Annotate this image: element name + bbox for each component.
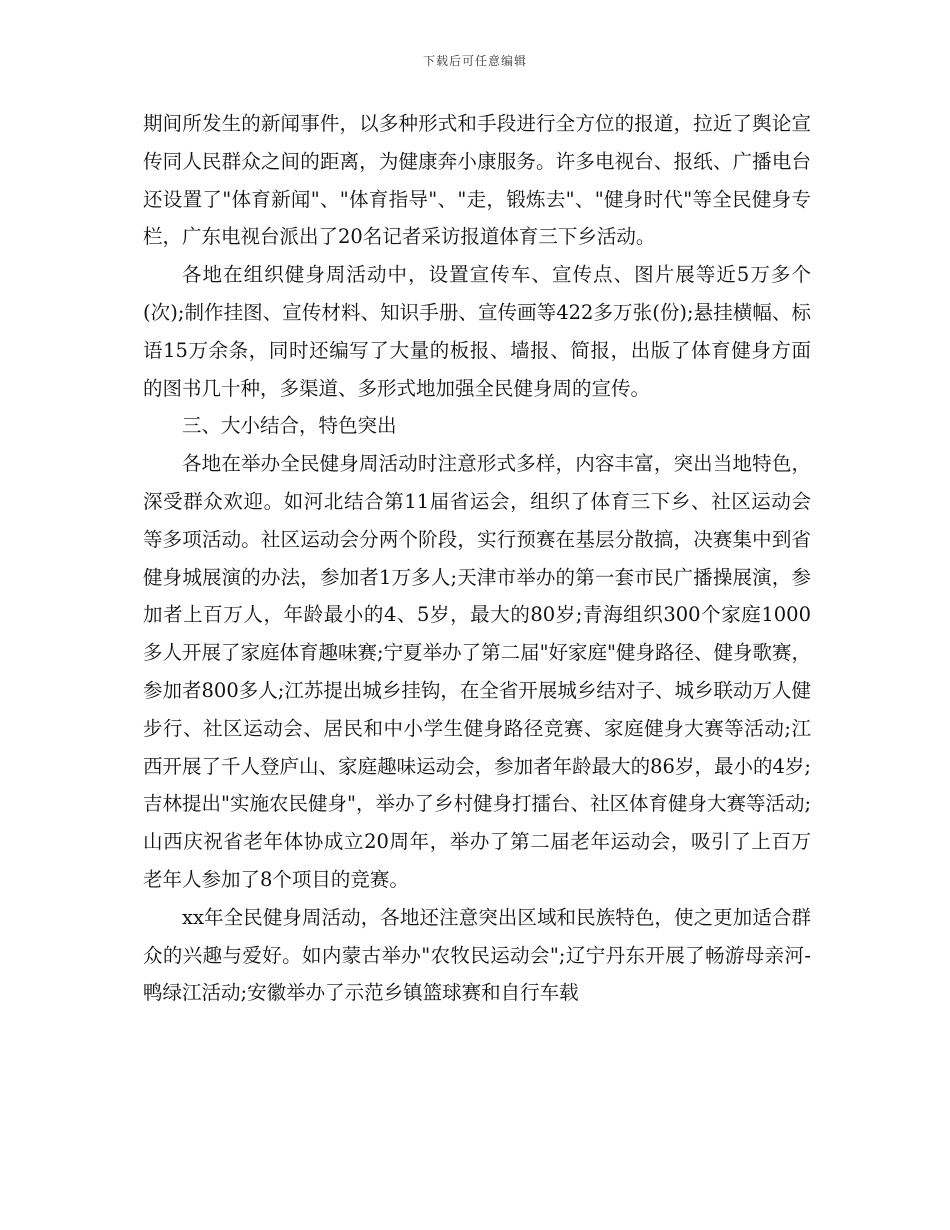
paragraph-continuation: 期间所发生的新闻事件，以多种形式和手段进行全方位的报道，拉近了舆论宣传同人民群众之间的距离，为健康奔小康服务。许多电视台、报纸、广播电台还设置了"体育新闻"、"体育指导"、"走，锻炼去"、"健身时代"等全民健身专栏，广东电视台派出了20名记者采访报道体育三下乡活动。 bbox=[143, 112, 811, 249]
paragraph-regional-features: xx年全民健身周活动，各地还注意突出区域和民族特色，使之更加适合群众的兴趣与爱好。如内蒙古举办"农牧民运动会";辽宁丹东开展了畅游母亲河-鸭绿江活动;安徽举办了示范乡镇篮球赛和自行车载 bbox=[143, 905, 811, 1005]
page-header: 下载后可任意编辑 bbox=[422, 54, 527, 68]
paragraph-local-features: 各地在举办全民健身周活动时注意形式多样，内容丰富，突出当地特色，深受群众欢迎。如河北结合第11届省运会，组织了体育三下乡、社区运动会等多项活动。社区运动会分两个阶段，实行预赛在基层分散搞，决赛集中到省健身城展演的办法，参加者1万多人;天津市举办的第一套市民广播操展演，参加者上百万人，年龄最小的4、5岁，最大的80岁;青海组织300个家庭1000多人开展了家庭体育趣味赛;宁夏举办了第二届"好家庭"健身路径、健身歌赛，参加者800多人;江苏提出城乡挂钩，在全省开展城乡结对子、城乡联动万人健步行、社区运动会、居民和中小学生健身路径竞赛、家庭健身大赛等活动;江西开展了千人登庐山、家庭趣味运动会，参加者年龄最大的86岁，最小的4岁;吉林提出"实施农民健身"，举办了乡村健身打擂台、社区体育健身大赛等活动;山西庆祝省老年体协成立20周年，举办了第二届老年运动会，吸引了上百万老年人参加了8个项目的竞赛。 bbox=[143, 452, 812, 891]
paragraph-promotion: 各地在组织健身周活动中，设置宣传车、宣传点、图片展等近5万多个(次);制作挂图、宣传材料、知识手册、宣传画等422多万张(份);悬挂横幅、标语15万余条，同时还编写了大量的板报、墙报、简报，出版了体育健身方面的图书几十种，多渠道、多形式地加强全民健身周的宣传。 bbox=[143, 263, 811, 400]
document-body bbox=[143, 105, 811, 1012]
section-heading: 三、大小结合，特色突出 bbox=[182, 414, 397, 438]
